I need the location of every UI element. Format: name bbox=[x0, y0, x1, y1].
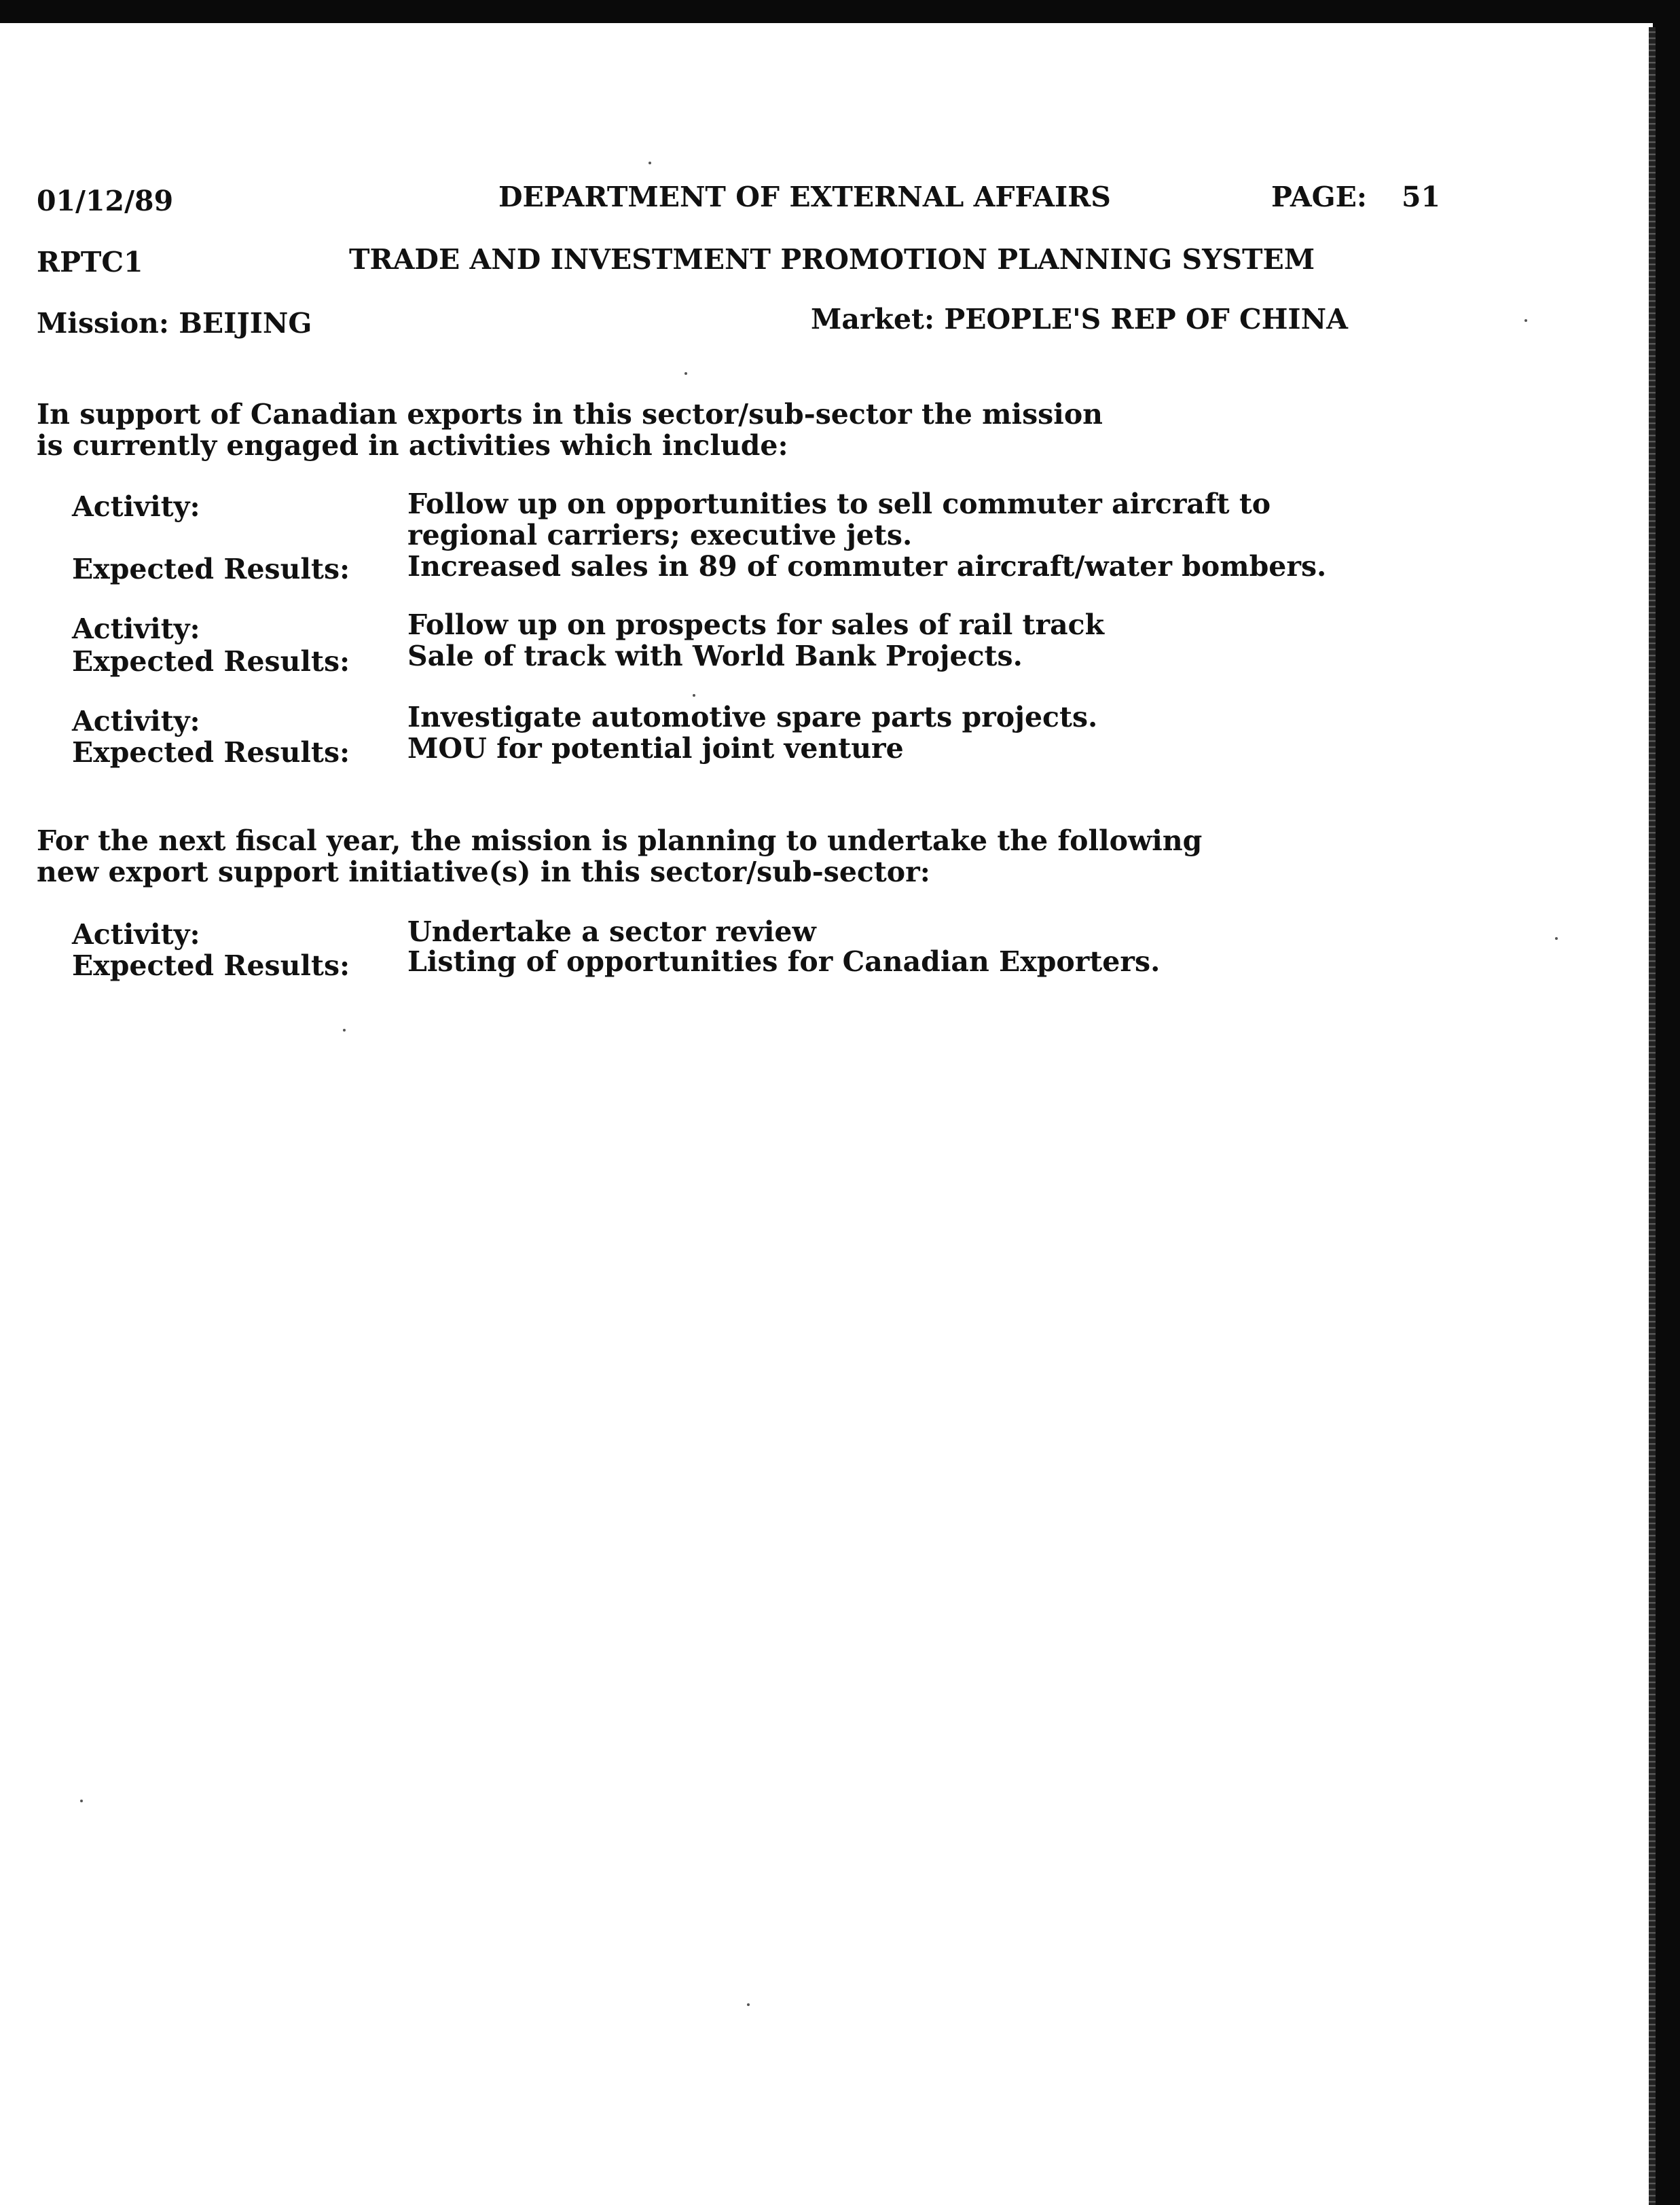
activity-label: Activity: bbox=[72, 705, 200, 737]
scan-speck bbox=[684, 372, 687, 375]
expected-results-text: Sale of track with World Bank Projects. bbox=[407, 640, 1023, 672]
scan-speck bbox=[693, 694, 695, 697]
activity-label: Activity: bbox=[72, 918, 200, 951]
expected-results-text: Listing of opportunities for Canadian Exporters. bbox=[407, 945, 1161, 978]
department-title: DEPARTMENT OF EXTERNAL AFFAIRS bbox=[498, 181, 1111, 213]
report-date: 01/12/89 bbox=[37, 185, 174, 217]
activity-label: Activity: bbox=[72, 613, 200, 645]
page-label: PAGE: bbox=[1271, 181, 1368, 213]
expected-results-label: Expected Results: bbox=[72, 553, 350, 585]
activity-text-continued: regional carriers; executive jets. bbox=[407, 519, 913, 551]
activity-label: Activity: bbox=[72, 490, 200, 523]
scan-speck bbox=[80, 1800, 83, 1802]
expected-results-label: Expected Results: bbox=[72, 949, 350, 982]
expected-results-label: Expected Results: bbox=[72, 736, 350, 769]
current-intro-line-2: is currently engaged in activities which include: bbox=[37, 429, 788, 462]
activity-text: Investigate automotive spare parts projects. bbox=[407, 701, 1098, 733]
report-code: RPTC1 bbox=[37, 246, 143, 278]
activity-text: Undertake a sector review bbox=[407, 915, 816, 948]
next-year-intro-line-1: For the next fiscal year, the mission is planning to undertake the following bbox=[37, 824, 1203, 857]
market-name: Market: PEOPLE'S REP OF CHINA bbox=[811, 303, 1348, 335]
mission-name: Mission: BEIJING bbox=[37, 307, 312, 340]
scan-speck bbox=[343, 1029, 346, 1032]
page-number: 51 bbox=[1402, 181, 1441, 213]
scan-speck bbox=[1555, 937, 1558, 940]
scan-speck bbox=[649, 162, 651, 164]
system-title: TRADE AND INVESTMENT PROMOTION PLANNING SYSTEM bbox=[349, 243, 1315, 276]
expected-results-label: Expected Results: bbox=[72, 645, 350, 678]
activity-text: Follow up on prospects for sales of rail track bbox=[407, 608, 1105, 641]
scan-speck bbox=[747, 2003, 750, 2006]
activity-text: Follow up on opportunities to sell commuter aircraft to bbox=[407, 488, 1271, 520]
expected-results-text: MOU for potential joint venture bbox=[407, 732, 904, 765]
current-intro-line-1: In support of Canadian exports in this sector/sub-sector the mission bbox=[37, 398, 1103, 431]
next-year-intro-line-2: new export support initiative(s) in this sector/sub-sector: bbox=[37, 856, 930, 888]
expected-results-text: Increased sales in 89 of commuter aircraft/water bombers. bbox=[407, 550, 1327, 583]
scan-speck bbox=[1524, 319, 1527, 322]
